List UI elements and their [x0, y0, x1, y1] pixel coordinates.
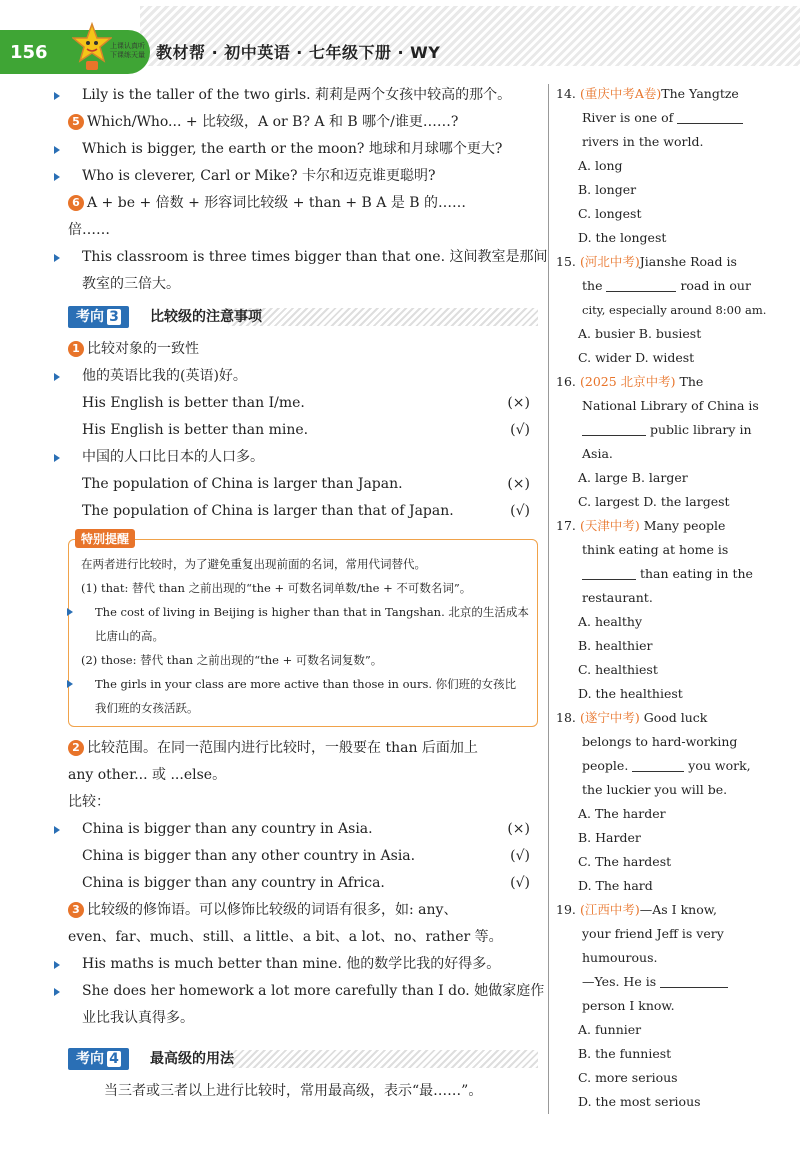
section-number: 3 — [107, 309, 121, 325]
rule-text-cont: 倍…… — [68, 222, 110, 238]
question-source: (重庆中考A卷) — [580, 86, 662, 101]
point-text: 比较范围。在同一范围内进行比较时，一般要在 than 后面加上 — [87, 740, 478, 756]
compare-line — [68, 471, 538, 498]
compare-line — [68, 498, 538, 525]
compare-text: China is bigger than any country in Africa. — [82, 875, 385, 891]
question-19 — [556, 898, 752, 1114]
number-badge: 2 — [68, 740, 84, 756]
question-line: person I know. — [582, 998, 675, 1013]
answer-blank[interactable] — [632, 757, 684, 772]
question-source: (河北中考) — [580, 254, 640, 269]
example-line: Who is cleverer, Carl or Mike? 卡尔和迈克谁更聪明? — [68, 163, 538, 190]
question-line: belongs to hard-working — [582, 734, 738, 749]
option[interactable]: A. The harder — [578, 806, 666, 821]
question-line: restaurant. — [582, 590, 653, 605]
slogan-bottom: 下课练天量 — [110, 51, 145, 59]
tip-line: (2) those: 替代 than 之前出现的“the + 可数名词复数”。 — [81, 653, 383, 667]
right-mark: (√) — [510, 503, 530, 519]
section-3-header — [68, 304, 538, 332]
compare-label: 比较： — [68, 794, 110, 810]
question-number: 19. — [556, 902, 576, 917]
number-badge: 6 — [68, 195, 84, 211]
rule-6 — [68, 190, 538, 217]
question-14 — [556, 82, 752, 250]
section-tag-label: 考向 — [76, 1051, 104, 1067]
point-3 — [68, 897, 538, 924]
question-text: River is one of — [582, 110, 674, 125]
answer-blank[interactable] — [677, 109, 743, 124]
question-line: rivers in the world. — [582, 134, 704, 149]
star-mascot-icon — [72, 22, 112, 72]
option[interactable]: C. The hardest — [578, 854, 672, 869]
wrong-mark: (×) — [507, 395, 530, 411]
point-text: 比较级的修饰语。可以修饰比较级的词语有很多，如: any、 — [87, 902, 458, 918]
section-tag-label: 考向 — [76, 309, 104, 325]
question-text: people. — [582, 758, 629, 773]
question-16 — [556, 370, 759, 514]
compare-text: China is bigger than any other country in Asia. — [82, 848, 416, 864]
left-column — [68, 82, 548, 1105]
option[interactable]: C. healthiest — [578, 662, 658, 677]
section-stripe — [228, 1050, 538, 1068]
question-line — [556, 418, 752, 442]
question-text: road in our — [680, 278, 751, 293]
option[interactable]: A. long — [578, 158, 623, 173]
question-source: (遂宁中考) — [580, 710, 640, 725]
question-line — [556, 706, 752, 730]
question-text: The Yangtze — [661, 86, 739, 101]
compare-text: China is bigger than any country in Asia. — [82, 821, 373, 837]
compare-text: The population of China is larger than Japan. — [82, 476, 403, 492]
example-line: His maths is much better than mine. 他的数学比我的好得多。 — [68, 951, 538, 978]
question-line — [556, 562, 752, 586]
example-line: Lily is the taller of the two girls. 莉莉是两个女孩中较高的那个。 — [68, 82, 538, 109]
option[interactable]: A. busier B. busiest — [578, 326, 702, 341]
question-18 — [556, 706, 752, 898]
question-text: than eating in the — [639, 566, 753, 581]
number-badge: 3 — [68, 902, 84, 918]
rule-text: A + be + 倍数 + 形容词比较级 + than + B A 是 B 的…… — [87, 195, 467, 211]
tip-line: 在两者进行比较时，为了避免重复出现前面的名词，常用代词替代。 — [81, 557, 426, 571]
answer-blank[interactable] — [582, 421, 646, 436]
point-text: 比较对象的一致性 — [87, 341, 199, 357]
section-4-header — [68, 1046, 538, 1074]
rule-5 — [68, 109, 538, 136]
option[interactable]: B. longer — [578, 182, 637, 197]
tip-example: The cost of living in Beijing is higher than that in Tangshan. 北京的生活成本 — [81, 600, 527, 624]
section-number: 4 — [107, 1051, 121, 1067]
question-line: city, especially around 8:00 am. — [582, 303, 767, 317]
question-line: the luckier you will be. — [582, 782, 728, 797]
slogan-top: 上课认真听 — [110, 42, 145, 50]
question-text: the — [582, 278, 603, 293]
section-tag — [68, 306, 129, 328]
option[interactable]: B. Harder — [578, 830, 641, 845]
option[interactable]: C. largest D. the largest — [578, 494, 730, 509]
section-4-text: 当三者或三者以上进行比较时，常用最高级，表示“最……”。 — [104, 1083, 483, 1099]
column-divider — [548, 84, 549, 1114]
example-line: This classroom is three times bigger than that one. 这间教室是那间 — [68, 244, 538, 271]
option[interactable]: A. healthy — [578, 614, 643, 629]
question-number: 16. — [556, 374, 576, 389]
question-number: 17. — [556, 518, 576, 533]
compare-line — [68, 390, 538, 417]
point-text-cont: any other... 或 ...else。 — [68, 767, 227, 783]
header-title: 教材帮 · 初中英语 · 七年级下册 · WY — [156, 43, 441, 62]
compare-line — [68, 417, 538, 444]
answer-blank[interactable] — [660, 973, 728, 988]
option[interactable]: D. the healthiest — [578, 686, 683, 701]
question-line — [556, 370, 752, 394]
example-line: 中国的人口比日本的人口多。 — [68, 444, 538, 471]
compare-text: His English is better than I/me. — [82, 395, 305, 411]
example-line: 他的英语比我的(英语)好。 — [68, 363, 538, 390]
tip-tag: 特别提醒 — [75, 529, 135, 548]
answer-blank[interactable] — [606, 277, 676, 292]
page-number: 156 — [10, 42, 48, 63]
question-line — [556, 250, 752, 274]
point-2 — [68, 735, 538, 762]
question-number: 14. — [556, 86, 576, 101]
right-mark: (√) — [510, 875, 530, 891]
question-line: think eating at home is — [582, 542, 729, 557]
option[interactable]: C. wider D. widest — [578, 350, 695, 365]
question-line — [556, 898, 752, 922]
question-line — [556, 754, 752, 778]
question-line: Asia. — [582, 446, 613, 461]
option[interactable]: C. more serious — [578, 1070, 678, 1085]
section-title: 最高级的用法 — [150, 1051, 234, 1067]
question-text: —Yes. He is — [582, 974, 657, 989]
option[interactable]: D. The hard — [578, 878, 653, 893]
wrong-mark: (×) — [507, 476, 530, 492]
tip-example-cont: 我们班的女孩活跃。 — [95, 701, 199, 715]
question-line: National Library of China is — [582, 398, 759, 413]
question-15 — [556, 250, 767, 370]
question-line: your friend Jeff is very — [582, 926, 724, 941]
question-source: (天津中考) — [580, 518, 640, 533]
option[interactable]: A. large B. larger — [578, 470, 688, 485]
point-text-cont: even、far、much、still、a little、a bit、a lot、no、rather 等。 — [68, 929, 503, 945]
question-text: Jianshe Road is — [639, 254, 737, 269]
question-text: you work, — [688, 758, 751, 773]
question-17 — [556, 514, 752, 706]
option[interactable]: B. the funniest — [578, 1046, 672, 1061]
tip-example: The girls in your class are more active than those in ours. 你们班的女孩比 — [81, 672, 527, 696]
question-text: Good luck — [643, 710, 708, 725]
question-text: public library in — [649, 422, 752, 437]
question-number: 15. — [556, 254, 576, 269]
question-text: Many people — [643, 518, 726, 533]
option[interactable]: C. longest — [578, 206, 642, 221]
page-header — [0, 0, 800, 76]
question-line — [556, 82, 752, 106]
example-line: She does her homework a lot more carefully than I do. 她做家庭作 — [68, 978, 538, 1005]
wrong-mark: (×) — [507, 821, 530, 837]
rule-text: Which/Who... + 比较级，A or B? A 和 B 哪个/谁更……? — [87, 114, 459, 130]
compare-text: The population of China is larger than that of Japan. — [82, 503, 454, 519]
right-mark: (√) — [510, 422, 530, 438]
section-title: 比较级的注意事项 — [150, 309, 262, 325]
question-text: —As I know, — [639, 902, 717, 917]
question-line — [556, 970, 752, 994]
point-1 — [68, 336, 538, 363]
question-line — [556, 106, 752, 130]
question-line — [556, 514, 752, 538]
compare-line — [68, 870, 538, 897]
example-line-cont: 业比我认真得多。 — [82, 1010, 194, 1026]
compare-text: His English is better than mine. — [82, 422, 309, 438]
compare-line — [68, 816, 538, 843]
section-stripe — [228, 308, 538, 326]
tip-example-cont: 比唐山的高。 — [95, 629, 164, 643]
example-line-cont: 教室的三倍大。 — [82, 276, 180, 292]
question-number: 18. — [556, 710, 576, 725]
compare-line — [68, 843, 538, 870]
option[interactable]: A. funnier — [578, 1022, 642, 1037]
question-source: (2025 北京中考) — [580, 374, 676, 389]
option[interactable]: D. the longest — [578, 230, 667, 245]
number-badge: 1 — [68, 341, 84, 357]
header-slogan — [110, 42, 154, 60]
answer-blank[interactable] — [582, 565, 636, 580]
section-tag — [68, 1048, 129, 1070]
option[interactable]: D. the most serious — [578, 1094, 701, 1109]
special-tip-box — [68, 532, 538, 727]
example-line: Which is bigger, the earth or the moon? 地球和月球哪个更大? — [68, 136, 538, 163]
tip-line: (1) that: 替代 than 之前出现的“the + 可数名词单数/the + 不可数名词”。 — [81, 581, 472, 595]
question-line: humourous. — [582, 950, 658, 965]
question-source: (江西中考) — [580, 902, 640, 917]
right-column — [556, 82, 767, 1114]
right-mark: (√) — [510, 848, 530, 864]
question-line — [556, 274, 752, 298]
number-badge: 5 — [68, 114, 84, 130]
question-text: The — [679, 374, 704, 389]
option[interactable]: B. healthier — [578, 638, 653, 653]
